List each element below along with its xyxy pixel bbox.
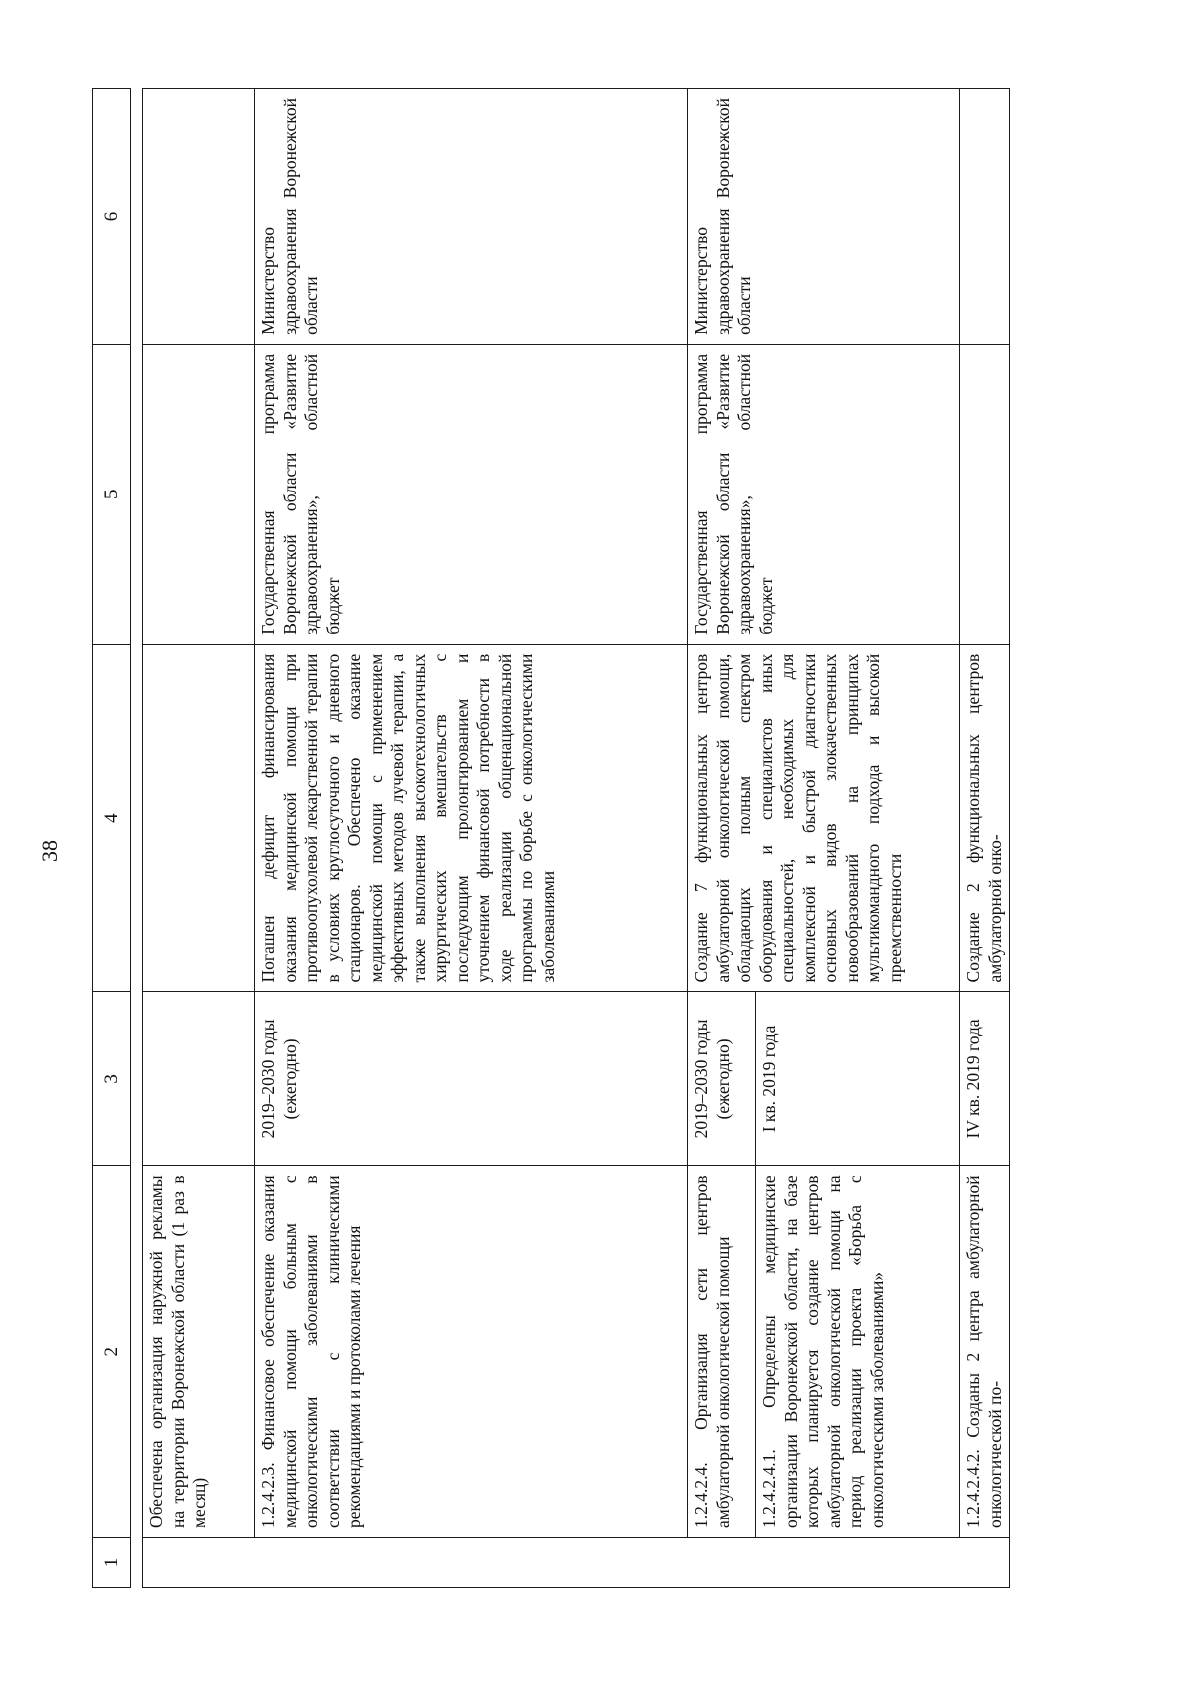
result-cell: Создание 2 функциональных центров амбулаторной онко- [960, 644, 1010, 992]
column-header-3: 3 [93, 992, 131, 1166]
column-header-6: 6 [93, 89, 131, 345]
result-cell: Создание 7 функциональных центров амбулаторной онкологической помощи, обладающих полным спектром оборудования и специалистов иных специальностей, необходимых для комплексной и быстрой диагностики основных видов злокачественных новообразований на принципах мультикомандного подхода и высокой преемственности [688, 644, 960, 992]
period-cell: 2019–2030 годы (ежегодно) [255, 992, 688, 1166]
table-row [688, 89, 756, 1588]
period-cell: I кв. 2019 года [756, 992, 960, 1166]
result-cell: Погашен дефицит финансирования оказания медицинской помощи при противоопухолевой лекарственной терапии в условиях круглосуточного и дневного стационаров. Обеспечено оказание медицинской помощи с применением эффективных методов лучевой терапии, а также выполнения высокотехнологичных хирургических вмешательств с последующим пролонгированием и уточнением финансовой потребности в ходе реализации общенациональной программы по борьбе с онкологическими заболеваниями [255, 644, 688, 992]
executor-cell: Министерство здравоохранения Воронежской области [688, 89, 960, 345]
result-cell [143, 644, 255, 992]
measure-cell: 1.2.4.2.3. Финансовое обеспечение оказания медицинской помощи больным с онкологическими заболеваниями в соответствии с клиническими рекомендациями и протоколами лечения [255, 1166, 688, 1538]
source-cell: Государственная программа Воронежской области «Развитие здравоохранения», областной бюджет [688, 344, 960, 644]
measure-cell: 1.2.4.2.4. Организация сети центров амбулаторной онкологической помощи [688, 1166, 756, 1538]
measure-cell: 1.2.4.2.4.1. Определены медицинские организации Воронежской области, на базе которых планируется создание центров амбулаторной онкологической помощи на период реализации проекта «Борьба с онкологическими заболеваниями» [756, 1166, 960, 1538]
period-cell: 2019–2030 годы (ежегодно) [688, 992, 756, 1166]
table-row [143, 89, 255, 1588]
column-number-row [93, 89, 131, 1588]
measure-cell: 1.2.4.2.4.2. Созданы 2 центра амбулаторной онкологической по- [960, 1166, 1010, 1538]
period-cell [143, 992, 255, 1166]
executor-cell [143, 89, 255, 345]
table-row [255, 89, 688, 1588]
source-cell [960, 344, 1010, 644]
executor-cell: Министерство здравоохранения Воронежской области [255, 89, 688, 345]
page-number: 38 [37, 840, 62, 862]
column-header-1: 1 [93, 1538, 131, 1588]
source-cell: Государственная программа Воронежской области «Развитие здравоохранения», областной бюджет [255, 344, 688, 644]
period-cell: IV кв. 2019 года [960, 992, 1010, 1166]
rotated-page [92, 88, 1102, 1588]
source-cell [143, 344, 255, 644]
column-1-cell [143, 1538, 1010, 1588]
plan-table [92, 88, 1010, 1588]
executor-cell [960, 89, 1010, 345]
measure-cell: Обеспечена организация наружной рекламы на территории Воронежской области (1 раз в месяц) [143, 1166, 255, 1538]
column-header-4: 4 [93, 644, 131, 992]
column-header-5: 5 [93, 344, 131, 644]
table-row [960, 89, 1010, 1588]
column-header-2: 2 [93, 1166, 131, 1538]
